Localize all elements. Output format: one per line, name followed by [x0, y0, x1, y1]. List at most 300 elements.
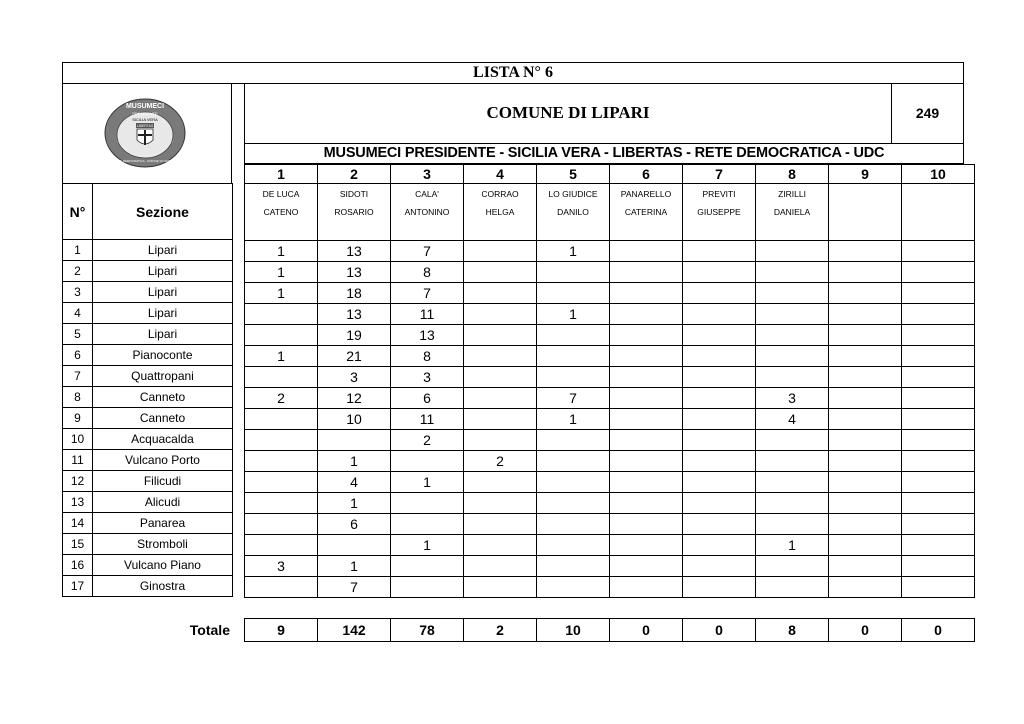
vote-cell	[902, 577, 975, 598]
vote-cell	[829, 451, 902, 472]
total-cell: 0	[683, 619, 756, 642]
vote-cell	[756, 346, 829, 367]
candidate-cell	[610, 184, 683, 241]
vote-cell	[610, 283, 683, 304]
vote-cell	[610, 472, 683, 493]
vote-cell	[537, 556, 610, 577]
vote-cell	[902, 409, 975, 430]
vote-cell: 12	[318, 388, 391, 409]
section-number: 6	[63, 345, 93, 366]
totals-label: Totale	[189, 622, 230, 638]
vote-cell	[756, 241, 829, 262]
candidate-cell	[683, 184, 756, 241]
section-row	[63, 387, 233, 408]
vote-cell	[464, 409, 537, 430]
vote-cell	[683, 304, 756, 325]
vote-cell	[610, 535, 683, 556]
vote-cell: 13	[318, 304, 391, 325]
vote-cell: 2	[245, 388, 318, 409]
column-number: 3	[391, 165, 464, 184]
candidate-firstname: HELGA	[485, 207, 515, 217]
vote-cell: 10	[318, 409, 391, 430]
vote-cell	[610, 514, 683, 535]
totals-table	[244, 618, 975, 642]
party-name: MUSUMECI PRESIDENTE - SICILIA VERA - LIBERTAS - RETE DEMOCRATICA - UDC	[244, 144, 964, 164]
candidate-cell	[902, 184, 975, 241]
vote-cell	[537, 472, 610, 493]
section-number: 9	[63, 408, 93, 429]
vote-cell: 1	[391, 472, 464, 493]
vote-cell	[683, 577, 756, 598]
vote-cell	[902, 556, 975, 577]
section-row	[63, 408, 233, 429]
candidate-cell	[756, 184, 829, 241]
vote-cell	[537, 283, 610, 304]
total-cell: 0	[902, 619, 975, 642]
section-name: Alicudi	[93, 492, 233, 513]
vote-cell	[245, 514, 318, 535]
vote-cell	[829, 262, 902, 283]
vote-cell	[464, 262, 537, 283]
vote-cell	[902, 283, 975, 304]
column-number: 10	[902, 165, 975, 184]
column-number: 8	[756, 165, 829, 184]
column-number: 9	[829, 165, 902, 184]
vote-cell	[902, 241, 975, 262]
vote-cell	[683, 556, 756, 577]
section-name: Pianoconte	[93, 345, 233, 366]
vote-cell	[464, 241, 537, 262]
candidate-surname: CALA'	[415, 189, 439, 199]
candidate-cell	[318, 184, 391, 241]
section-number: 7	[63, 366, 93, 387]
section-name: Vulcano Porto	[93, 450, 233, 471]
section-number: 14	[63, 513, 93, 534]
section-row	[63, 576, 233, 597]
vote-cell	[756, 577, 829, 598]
section-number: 11	[63, 450, 93, 471]
vote-cell: 1	[245, 241, 318, 262]
section-row	[63, 303, 233, 324]
vote-cell	[391, 514, 464, 535]
candidate-surname: PANARELLO	[620, 189, 672, 199]
vote-cell: 1	[537, 409, 610, 430]
vote-cell: 4	[318, 472, 391, 493]
section-number: 2	[63, 261, 93, 282]
vote-cell	[610, 325, 683, 346]
vote-cell	[829, 388, 902, 409]
vote-cell	[464, 577, 537, 598]
section-number: 12	[63, 471, 93, 492]
comune-code: 249	[892, 84, 964, 144]
vote-cell	[902, 346, 975, 367]
vote-cell: 18	[318, 283, 391, 304]
vote-cell	[537, 451, 610, 472]
section-name: Acquacalda	[93, 429, 233, 450]
votes-row	[245, 283, 975, 304]
sezione-header: Sezione	[93, 184, 233, 240]
column-number: 7	[683, 165, 756, 184]
section-row	[63, 513, 233, 534]
section-name: Canneto	[93, 387, 233, 408]
vote-cell	[683, 283, 756, 304]
vote-cell	[464, 430, 537, 451]
vote-cell	[902, 430, 975, 451]
section-name: Lipari	[93, 282, 233, 303]
vote-cell: 7	[391, 241, 464, 262]
vote-cell: 1	[318, 556, 391, 577]
votes-row	[245, 241, 975, 262]
vote-cell	[464, 367, 537, 388]
vote-cell	[318, 535, 391, 556]
vote-cell	[464, 283, 537, 304]
votes-row	[245, 514, 975, 535]
vote-cell: 21	[318, 346, 391, 367]
vote-cell: 13	[318, 241, 391, 262]
candidate-surname: CORRAO	[481, 189, 519, 199]
vote-cell: 1	[756, 535, 829, 556]
column-number-row	[245, 165, 975, 184]
votes-row	[245, 535, 975, 556]
votes-row	[245, 556, 975, 577]
vote-cell	[902, 493, 975, 514]
vote-cell	[245, 535, 318, 556]
section-row	[63, 492, 233, 513]
logo-top-text: MUSUMECI	[125, 103, 165, 110]
vote-cell: 8	[391, 262, 464, 283]
vote-cell	[537, 430, 610, 451]
vote-cell	[610, 262, 683, 283]
votes-row	[245, 325, 975, 346]
section-number: 10	[63, 429, 93, 450]
votes-row	[245, 430, 975, 451]
candidate-firstname: DANILO	[557, 207, 589, 217]
candidate-surname: LO GIUDICE	[548, 189, 598, 199]
vote-cell	[245, 577, 318, 598]
party-logo	[104, 98, 186, 168]
candidate-firstname: DANIELA	[773, 207, 811, 217]
vote-cell	[756, 283, 829, 304]
vote-cell	[902, 535, 975, 556]
vote-cell: 2	[464, 451, 537, 472]
votes-row	[245, 577, 975, 598]
vote-cell	[245, 430, 318, 451]
vote-cell	[829, 367, 902, 388]
logo-mid-text: SICILIA VERA	[132, 117, 158, 122]
vote-cell: 1	[245, 346, 318, 367]
vote-cell	[464, 472, 537, 493]
vote-cell	[683, 367, 756, 388]
vote-cell	[902, 451, 975, 472]
section-number: 16	[63, 555, 93, 576]
vote-cell: 4	[756, 409, 829, 430]
vote-cell	[683, 472, 756, 493]
vote-cell: 1	[245, 283, 318, 304]
vote-cell	[829, 241, 902, 262]
vote-cell	[756, 304, 829, 325]
vote-cell	[537, 262, 610, 283]
vote-cell	[756, 514, 829, 535]
logo-ring-text: RETE DEMOCRATICA - UNIONE DI CENTRO	[113, 159, 177, 163]
section-row	[63, 534, 233, 555]
vote-cell	[756, 472, 829, 493]
vote-cell: 11	[391, 304, 464, 325]
vote-cell	[683, 346, 756, 367]
vote-cell	[464, 346, 537, 367]
vote-cell	[756, 430, 829, 451]
vote-cell	[537, 346, 610, 367]
vote-cell	[756, 262, 829, 283]
vote-cell	[610, 367, 683, 388]
section-row	[63, 555, 233, 576]
candidate-firstname: CATERINA	[624, 207, 668, 217]
candidate-surname: ZIRILLI	[778, 189, 806, 199]
section-number: 4	[63, 303, 93, 324]
vote-cell	[391, 577, 464, 598]
votes-row	[245, 367, 975, 388]
section-row	[63, 429, 233, 450]
vote-cell	[464, 514, 537, 535]
vote-cell	[464, 304, 537, 325]
section-name: Lipari	[93, 324, 233, 345]
vote-cell	[756, 367, 829, 388]
section-name: Lipari	[93, 261, 233, 282]
total-cell: 8	[756, 619, 829, 642]
vote-cell: 1	[318, 451, 391, 472]
logo-badge-text: LIBERTAS	[136, 124, 154, 128]
vote-cell	[537, 325, 610, 346]
vote-cell: 8	[391, 346, 464, 367]
candidate-cell	[245, 184, 318, 241]
totals-row	[245, 619, 975, 642]
candidate-firstname: GIUSEPPE	[697, 207, 741, 217]
votes-row	[245, 304, 975, 325]
vote-cell: 11	[391, 409, 464, 430]
vote-cell	[610, 346, 683, 367]
vote-cell	[610, 493, 683, 514]
vote-cell	[756, 556, 829, 577]
vote-cell	[245, 451, 318, 472]
vote-cell	[245, 367, 318, 388]
vote-cell	[756, 451, 829, 472]
section-row	[63, 345, 233, 366]
section-number: 3	[63, 282, 93, 303]
section-row	[63, 261, 233, 282]
votes-row	[245, 472, 975, 493]
vote-cell: 19	[318, 325, 391, 346]
column-number: 4	[464, 165, 537, 184]
vote-cell	[829, 304, 902, 325]
section-number: 13	[63, 492, 93, 513]
section-name: Lipari	[93, 240, 233, 261]
vote-cell	[756, 325, 829, 346]
candidate-surname: DE LUCA	[262, 189, 300, 199]
vote-cell	[464, 556, 537, 577]
candidate-firstname: ANTONINO	[404, 207, 450, 217]
vote-cell	[902, 304, 975, 325]
vote-cell: 3	[318, 367, 391, 388]
vote-cell	[829, 409, 902, 430]
votes-row	[245, 388, 975, 409]
vote-cell	[683, 451, 756, 472]
column-number: 6	[610, 165, 683, 184]
vote-cell	[537, 514, 610, 535]
section-row	[63, 450, 233, 471]
vote-cell	[829, 514, 902, 535]
total-cell: 2	[464, 619, 537, 642]
vote-cell	[683, 388, 756, 409]
vote-cell	[829, 283, 902, 304]
vote-cell: 7	[537, 388, 610, 409]
vote-cell	[829, 577, 902, 598]
vote-cell	[829, 556, 902, 577]
column-number: 2	[318, 165, 391, 184]
vote-cell	[829, 346, 902, 367]
vote-cell: 7	[318, 577, 391, 598]
section-row	[63, 240, 233, 261]
section-name: Panarea	[93, 513, 233, 534]
total-cell: 10	[537, 619, 610, 642]
n-header: N°	[63, 184, 93, 240]
vote-cell	[902, 472, 975, 493]
total-cell: 0	[610, 619, 683, 642]
total-cell: 78	[391, 619, 464, 642]
vote-cell	[683, 262, 756, 283]
vote-cell	[245, 304, 318, 325]
vote-cell	[683, 409, 756, 430]
section-row	[63, 366, 233, 387]
vote-cell	[245, 409, 318, 430]
vote-cell	[829, 325, 902, 346]
vote-cell: 3	[245, 556, 318, 577]
total-cell: 9	[245, 619, 318, 642]
vote-cell	[683, 514, 756, 535]
vote-cell	[902, 262, 975, 283]
vote-cell	[829, 493, 902, 514]
column-number: 1	[245, 165, 318, 184]
vote-cell	[829, 535, 902, 556]
vote-cell	[610, 451, 683, 472]
vote-cell	[537, 535, 610, 556]
section-row	[63, 282, 233, 303]
vote-cell: 1	[318, 493, 391, 514]
logo-sub-text: PRESIDENTE	[132, 111, 158, 116]
section-number: 8	[63, 387, 93, 408]
vote-cell	[391, 493, 464, 514]
section-number: 1	[63, 240, 93, 261]
column-number: 5	[537, 165, 610, 184]
votes-row	[245, 346, 975, 367]
vote-cell	[829, 430, 902, 451]
sections-table	[62, 183, 233, 597]
vote-cell	[610, 388, 683, 409]
candidate-firstname: CATENO	[263, 207, 299, 217]
vote-cell	[391, 451, 464, 472]
vote-cell: 1	[537, 241, 610, 262]
candidate-cell	[537, 184, 610, 241]
vote-cell	[902, 388, 975, 409]
section-number: 17	[63, 576, 93, 597]
section-row	[63, 324, 233, 345]
candidate-cell	[829, 184, 902, 241]
section-name: Ginostra	[93, 576, 233, 597]
vote-cell	[902, 325, 975, 346]
candidate-firstname: ROSARIO	[334, 207, 374, 217]
vote-cell	[610, 577, 683, 598]
vote-cell	[245, 493, 318, 514]
vote-cell: 6	[391, 388, 464, 409]
vote-cell	[610, 241, 683, 262]
vote-cell	[464, 388, 537, 409]
vote-cell	[610, 304, 683, 325]
total-cell: 142	[318, 619, 391, 642]
vote-cell	[245, 472, 318, 493]
candidate-surname: SIDOTI	[339, 189, 369, 199]
vote-cell	[391, 556, 464, 577]
vote-cell	[464, 535, 537, 556]
vote-cell	[683, 430, 756, 451]
comune-title: COMUNE DI LIPARI	[244, 84, 892, 144]
vote-cell: 13	[391, 325, 464, 346]
candidate-cell	[391, 184, 464, 241]
vote-cell	[610, 430, 683, 451]
vote-cell	[829, 472, 902, 493]
section-row	[63, 471, 233, 492]
vote-cell	[683, 241, 756, 262]
vote-cell	[610, 409, 683, 430]
section-name: Filicudi	[93, 471, 233, 492]
vote-cell: 6	[318, 514, 391, 535]
vote-cell	[464, 325, 537, 346]
vote-cell: 7	[391, 283, 464, 304]
vote-cell: 3	[391, 367, 464, 388]
vote-cell	[318, 430, 391, 451]
section-name: Quattropani	[93, 366, 233, 387]
vote-cell	[537, 493, 610, 514]
votes-table	[244, 164, 975, 598]
vote-cell	[537, 577, 610, 598]
vote-cell: 1	[391, 535, 464, 556]
candidate-surname: PREVITI	[702, 189, 736, 199]
vote-cell	[683, 493, 756, 514]
section-name: Vulcano Piano	[93, 555, 233, 576]
section-name: Stromboli	[93, 534, 233, 555]
vote-cell: 2	[391, 430, 464, 451]
vote-cell	[683, 325, 756, 346]
section-number: 5	[63, 324, 93, 345]
vote-cell: 3	[756, 388, 829, 409]
vote-cell	[902, 514, 975, 535]
total-cell: 0	[829, 619, 902, 642]
vote-cell	[610, 556, 683, 577]
votes-row	[245, 409, 975, 430]
section-number: 15	[63, 534, 93, 555]
vote-cell	[464, 493, 537, 514]
section-name: Canneto	[93, 408, 233, 429]
votes-row	[245, 451, 975, 472]
vote-cell	[245, 325, 318, 346]
vote-cell	[537, 367, 610, 388]
votes-row	[245, 262, 975, 283]
candidate-row	[245, 184, 975, 241]
vote-cell: 13	[318, 262, 391, 283]
sections-header-row	[63, 184, 233, 240]
section-name: Lipari	[93, 303, 233, 324]
vote-cell	[683, 535, 756, 556]
vote-cell	[902, 367, 975, 388]
vote-cell	[756, 493, 829, 514]
vote-cell: 1	[245, 262, 318, 283]
